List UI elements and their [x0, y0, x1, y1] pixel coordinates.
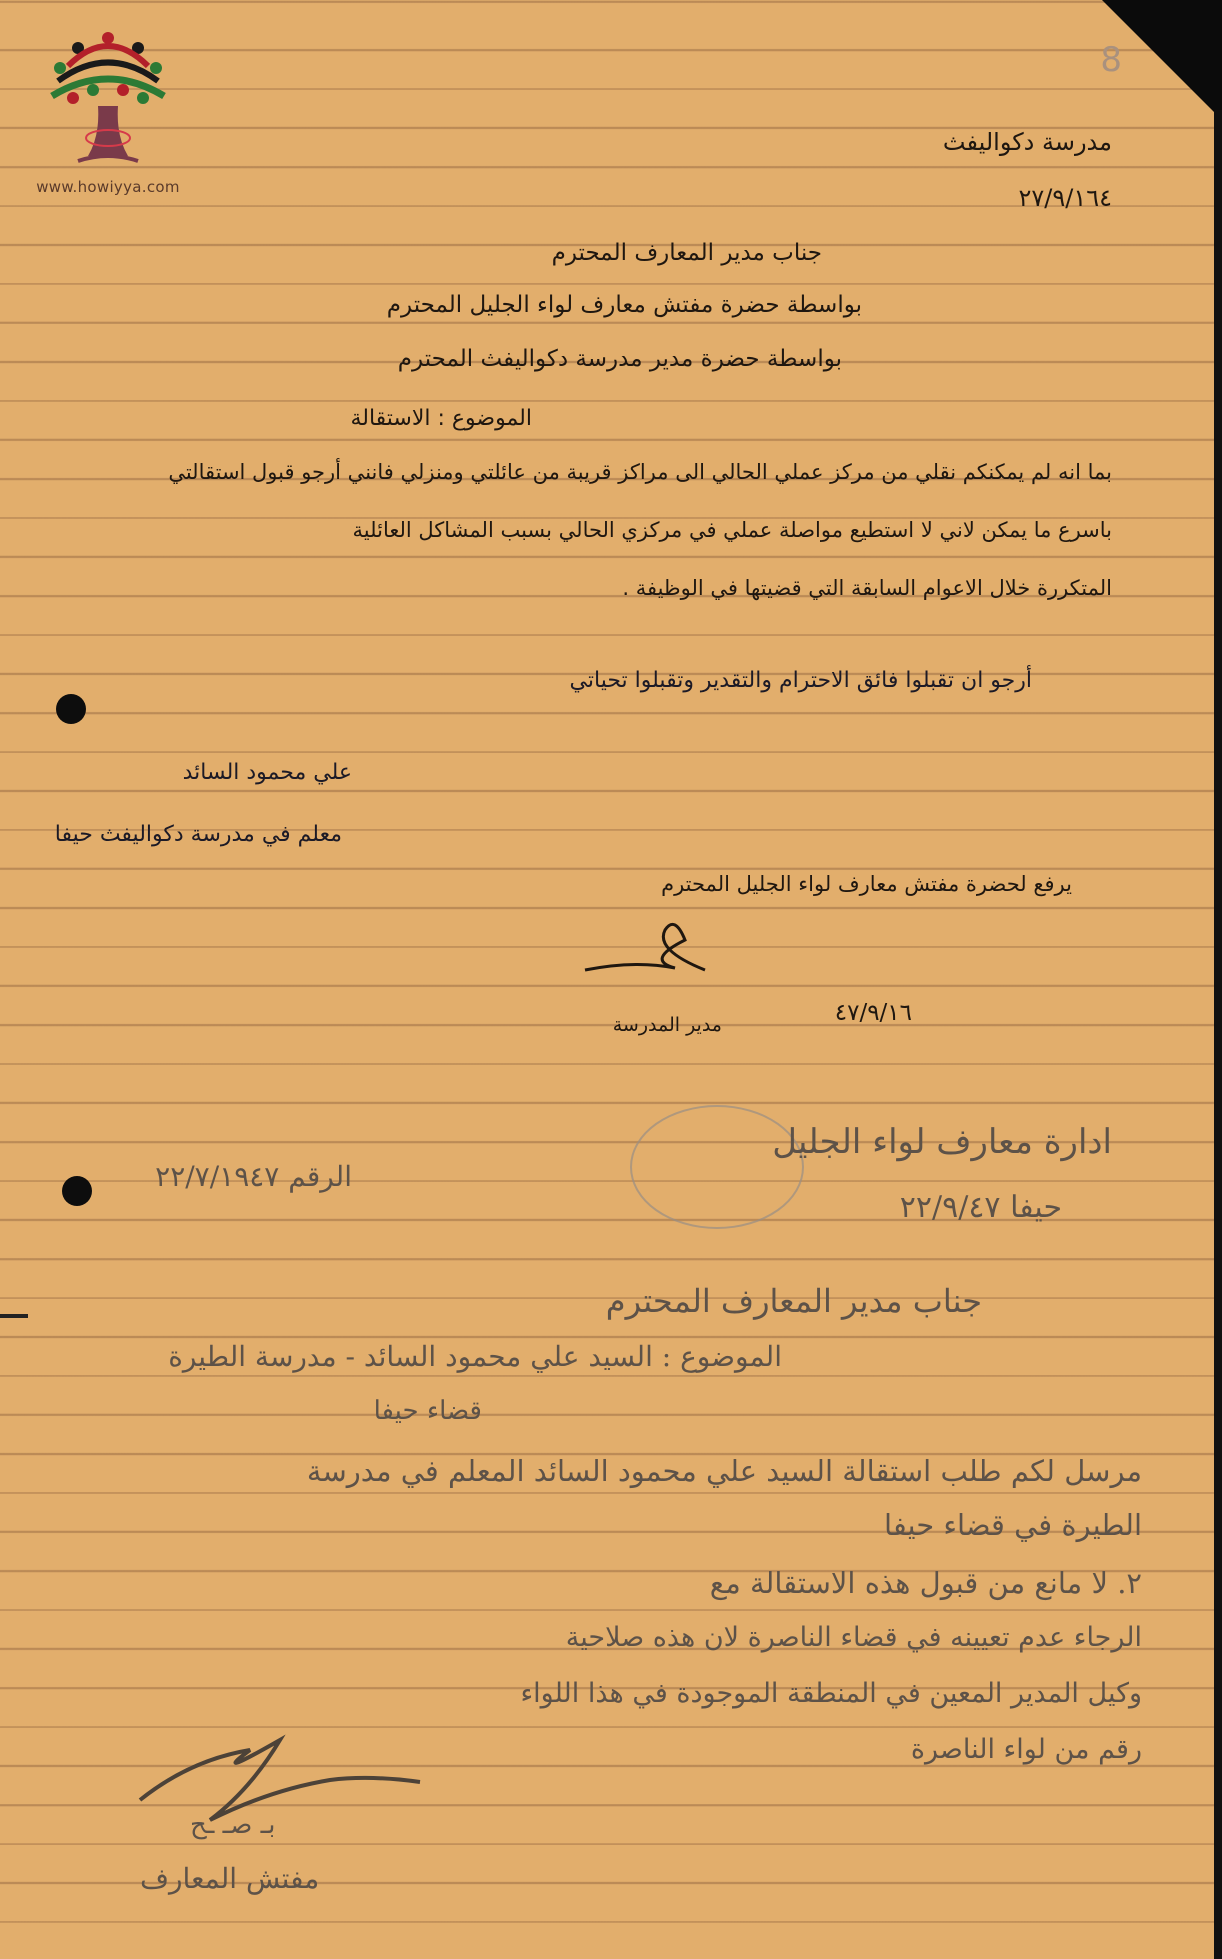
response-body-line-2: الطيرة في قضاء حيفا — [884, 1508, 1142, 1542]
letter-body-line-2: باسرع ما يمكن لاني لا استطيع مواصلة عملي في مركزي الحالي بسبب المشاكل العائلية — [352, 518, 1112, 542]
headmaster-signature — [575, 910, 735, 980]
letter-body-line-3: المتكررة خلال الاعوام السابقة التي قضيتها في الوظيفة . — [622, 576, 1112, 600]
response-reference: الرقم ٢٢/٧/١٩٤٧ — [155, 1160, 352, 1193]
response-place-date: حيفا ٢٢/٩/٤٧ — [899, 1190, 1062, 1225]
inspector-signature — [130, 1720, 430, 1830]
letter-body-line-1: بما انه لم يمكنكم نقلي من مركز عملي الحالي الى مراكز قريبة من عائلتي ومنزلي فانني أرجو قبول استقالتي — [168, 460, 1112, 484]
response-body-line-4: الرجاء عدم تعيينه في قضاء الناصرة لان هذه صلاحية — [565, 1622, 1142, 1653]
response-body-line-3: ٢. لا مانع من قبول هذه الاستقالة مع — [709, 1566, 1142, 1600]
letter-subject: الموضوع : الاستقالة — [350, 406, 532, 431]
letter-addressee-2: بواسطة حضرة مفتش معارف لواء الجليل المحترم — [386, 292, 862, 318]
response-subject: الموضوع : السيد علي محمود السائد - مدرسة الطيرة — [168, 1340, 782, 1373]
letter-signature-title: معلم في مدرسة دكواليفث حيفا — [54, 822, 342, 847]
inspector-signature-label: بـ صـ ـح — [190, 1810, 276, 1840]
response-body-line-6: رقم من لواء الناصرة — [910, 1734, 1142, 1765]
letter-closing: أرجو ان تقبلوا فائق الاحترام والتقدير وتقبلوا تحياتي — [569, 668, 1032, 693]
letter-addressee-1: جناب مدير المعارف المحترم — [551, 240, 822, 266]
letter-sender: مدرسة دكواليفث — [942, 128, 1112, 156]
page-edge — [1214, 110, 1222, 1959]
response-body-line-1: مرسل لكم طلب استقالة السيد علي محمود السائد المعلم في مدرسة — [306, 1454, 1142, 1488]
page-number: 8 — [1100, 40, 1122, 80]
letter-addressee-3: بواسطة حضرة مدير مدرسة دكواليفث المحترم — [397, 346, 842, 372]
howiyya-logo — [18, 26, 198, 196]
letter-signature-name: علي محمود السائد — [182, 760, 352, 785]
logo-site-url[interactable]: www.howiyya.com — [36, 178, 180, 196]
response-body-line-5: وكيل المدير المعين في المنطقة الموجودة في هذا اللواء — [520, 1678, 1142, 1709]
response-addressee: جناب مدير المعارف المحترم — [605, 1282, 982, 1320]
response-office: ادارة معارف لواء الجليل — [772, 1122, 1112, 1162]
forward-signer: مدير المدرسة — [612, 1014, 722, 1036]
response-signer-title: مفتش المعارف — [140, 1862, 320, 1895]
forward-note: يرفع لحضرة مفتش معارف لواء الجليل المحترم — [661, 872, 1072, 896]
letter-date: ٢٧/٩/١٦٤ — [1018, 184, 1112, 212]
tree-logo-icon — [38, 26, 178, 176]
punch-hole — [56, 694, 86, 724]
forward-date: ٤٧/٩/١٦ — [834, 1000, 912, 1026]
response-district: قضاء حيفا — [373, 1396, 482, 1426]
punch-hole — [62, 1176, 92, 1206]
margin-mark — [0, 1314, 28, 1318]
